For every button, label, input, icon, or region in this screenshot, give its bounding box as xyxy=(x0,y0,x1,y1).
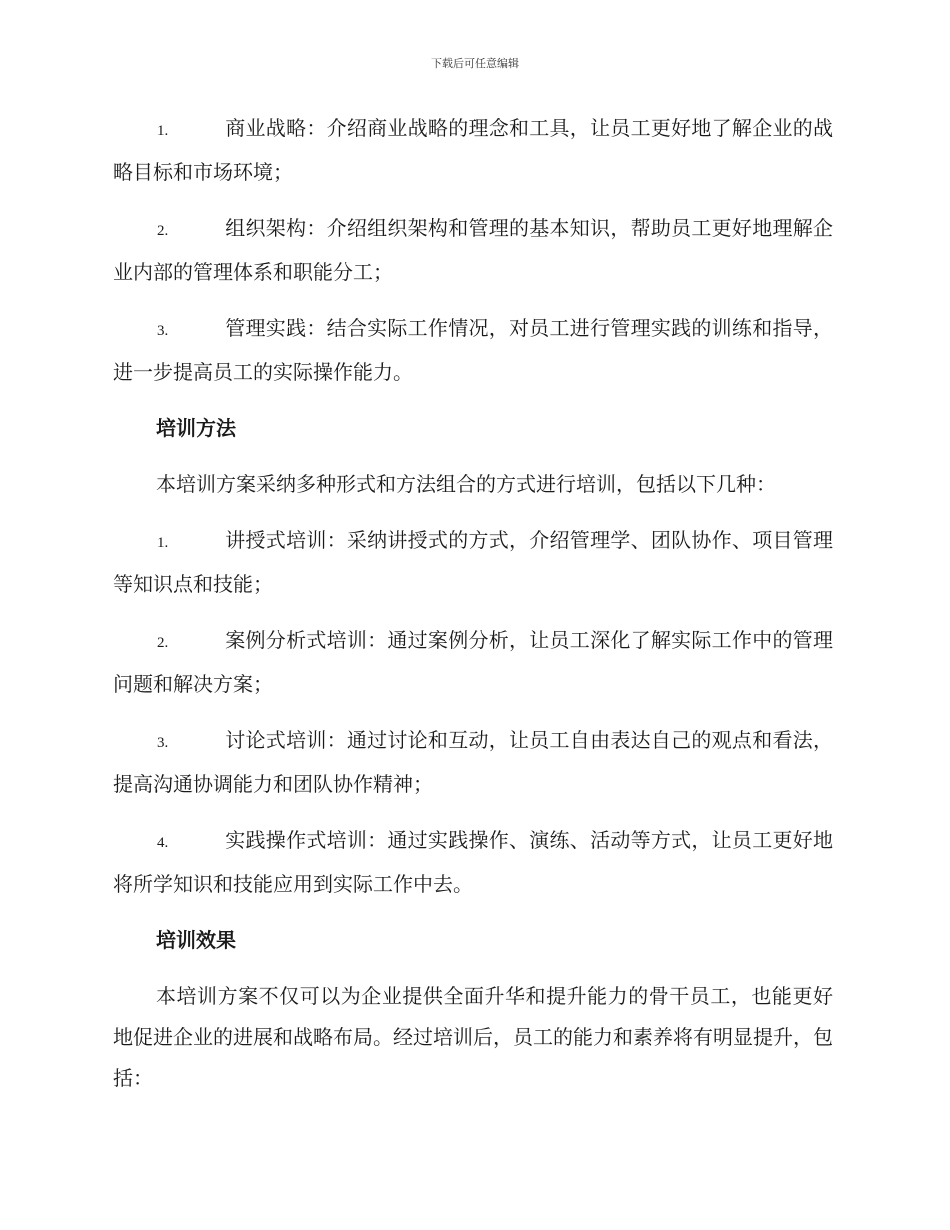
list-item-text: 商业战略：介绍商业战略的理念和工具，让员工更好地了解企业的战略目标和市场环境； xyxy=(113,116,833,184)
list-number: 4. xyxy=(157,835,169,851)
list-item xyxy=(113,108,833,193)
list-item xyxy=(113,208,833,293)
list-number: 2. xyxy=(157,223,169,239)
list-item xyxy=(113,520,833,605)
list-number: 1. xyxy=(157,535,169,551)
list-number: 3. xyxy=(157,323,169,339)
list-number: 3. xyxy=(157,735,169,751)
list-item-text: 管理实践：结合实际工作情况，对员工进行管理实践的训练和指导，进一步提高员工的实际操作能力。 xyxy=(113,316,833,384)
list-item xyxy=(113,720,833,805)
section-heading-methods: 培训方法 xyxy=(156,416,236,440)
list-item xyxy=(113,820,833,905)
methods-intro: 本培训方案采纳多种形式和方法组合的方式进行培训，包括以下几种： xyxy=(156,472,776,496)
list-item xyxy=(113,620,833,705)
effects-paragraph: 本培训方案不仅可以为企业提供全面升华和提升能力的骨干员工，也能更好地促进企业的进展和战略布局。经过培训后，员工的能力和素养将有明显提升，包括： xyxy=(113,984,833,1090)
list-item-text: 组织架构：介绍组织架构和管理的基本知识，帮助员工更好地理解企业内部的管理体系和职能分工； xyxy=(113,216,833,284)
page-header: 下载后可任意编辑 xyxy=(431,57,519,70)
document-body xyxy=(113,108,833,1114)
list-item-text: 讨论式培训：通过讨论和互动，让员工自由表达自己的观点和看法，提高沟通协调能力和团队协作精神； xyxy=(113,728,833,796)
list-item-text: 案例分析式培训：通过案例分析，让员工深化了解实际工作中的管理问题和解决方案； xyxy=(113,628,833,696)
list-item-text: 讲授式培训：采纳讲授式的方式，介绍管理学、团队协作、项目管理等知识点和技能； xyxy=(113,528,833,596)
section-heading-effects: 培训效果 xyxy=(156,928,236,952)
list-number: 2. xyxy=(157,635,169,651)
list-item-text: 实践操作式培训：通过实践操作、演练、活动等方式，让员工更好地将所学知识和技能应用到实际工作中去。 xyxy=(113,828,833,896)
list-item xyxy=(113,308,833,393)
list-number: 1. xyxy=(157,123,169,139)
